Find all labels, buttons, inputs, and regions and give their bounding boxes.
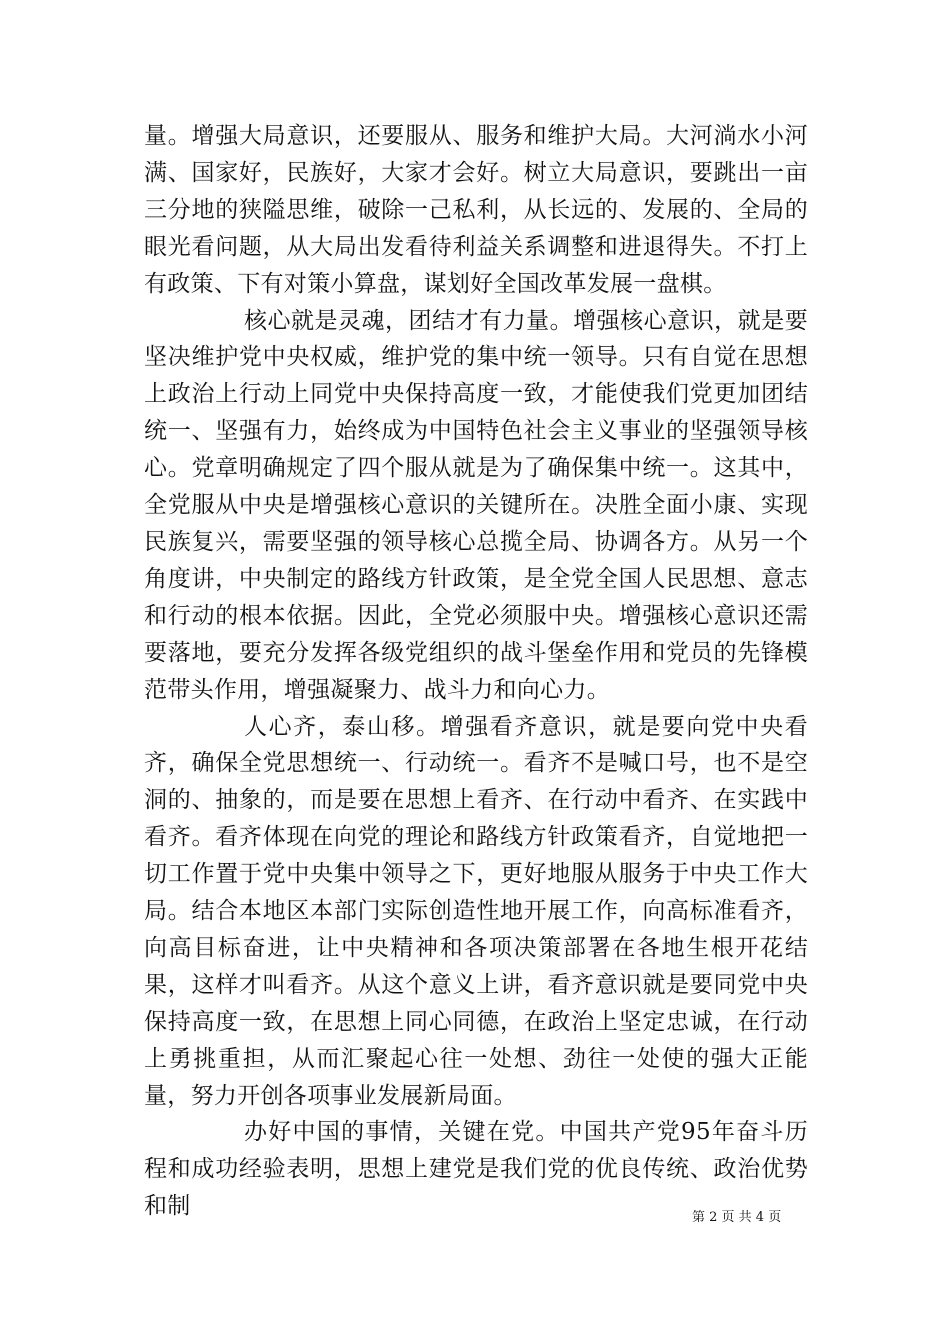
- document-body: [144, 118, 808, 1225]
- page-number-footer: 第 2 页 共 4 页: [692, 1210, 782, 1225]
- paragraph-core-awareness: 核心就是灵魂，团结才有力量。增强核心意识，就是要坚决维护党中央权威，维护党的集中统一领导。只有自觉在思想上政治上行动上同党中央保持高度一致，才能使我们党更加团结统一、坚强有力，始终成为中国特色社会主义事业的坚强领导核心。党章明确规定了四个服从就是为了确保集中统一。这其中，全党服从中央是增强核心意识的关键所在。决胜全面小康、实现民族复兴，需要坚强的领导核心总揽全局、协调各方。从另一个角度讲，中央制定的路线方针政策，是全党全国人民思想、意志和行动的根本依据。因此，全党必须服中央。增强核心意识还需要落地，要充分发挥各级党组织的战斗堡垒作用和党员的先锋模范带头作用，增强凝聚力、战斗力和向心力。: [144, 307, 808, 703]
- paragraph-continuation: 量。增强大局意识，还要服从、服务和维护大局。大河淌水小河满、国家好，民族好，大家才会好。树立大局意识，要跳出一亩三分地的狭隘思维，破除一己私利，从长远的、发展的、全局的眼光看问题，从大局出发看待利益关系调整和进退得失。不打上有政策、下有对策小算盘，谋划好全国改革发展一盘棋。: [144, 123, 808, 297]
- paragraph-party-building: 办好中国的事情，关键在党。中国共产党95年奋斗历程和成功经验表明，思想上建党是我们党的优良传统、政治优势和制: [144, 1119, 808, 1220]
- paragraph-alignment-awareness: 人心齐，泰山移。增强看齐意识，就是要向党中央看齐，确保全党思想统一、行动统一。看齐不是喊口号，也不是空洞的、抽象的，而是要在思想上看齐、在行动中看齐、在实践中看齐。看齐体现在向党的理论和路线方针政策看齐，自觉地把一切工作置于党中央集中领导之下，更好地服从服务于中央工作大局。结合本地区本部门实际创造性地开展工作，向高标准看齐，向高目标奋进，让中央精神和各项决策部署在各地生根开花结果，这样才叫看齐。从这个意义上讲，看齐意识就是要同党中央保持高度一致，在思想上同心同德，在政治上坚定忠诚，在行动上勇挑重担，从而汇聚起心往一处想、劲往一处使的强大正能量，努力开创各项事业发展新局面。: [144, 713, 808, 1109]
